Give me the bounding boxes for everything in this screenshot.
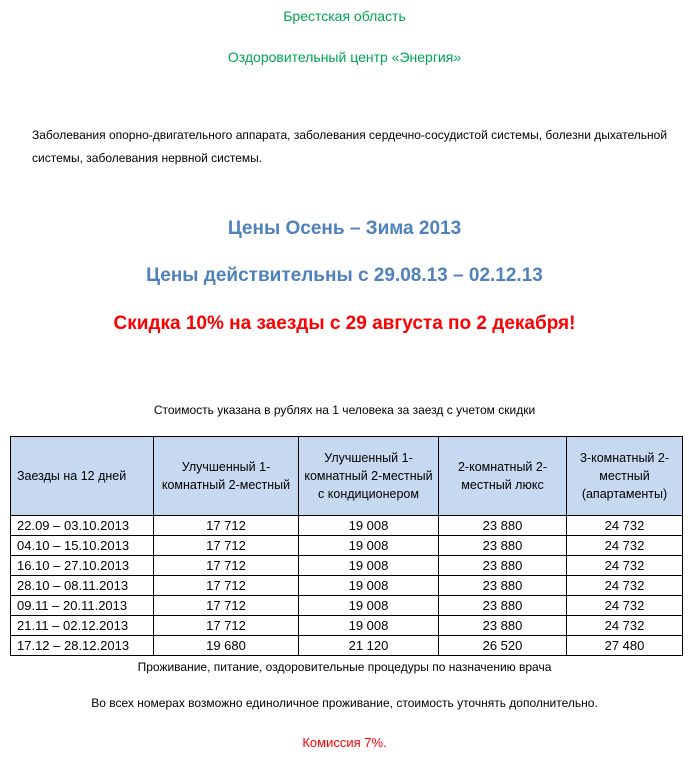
table-cell: 26 520 bbox=[439, 636, 567, 656]
price-table bbox=[10, 436, 683, 656]
table-cell: 21 120 bbox=[299, 636, 439, 656]
table-cell: 23 880 bbox=[439, 556, 567, 576]
table-cell: 24 732 bbox=[567, 556, 683, 576]
included-services-note: Проживание, питание, оздоровительные процедуры по назначению врача bbox=[137, 660, 552, 674]
table-row bbox=[11, 616, 683, 636]
table-cell: 24 732 bbox=[567, 596, 683, 616]
table-cell: 28.10 – 08.11.2013 bbox=[11, 576, 154, 596]
column-header: Улучшенный 1-комнатный 2-местный bbox=[154, 437, 299, 516]
table-cell: 24 732 bbox=[567, 516, 683, 536]
table-cell: 23 880 bbox=[439, 516, 567, 536]
table-cell: 04.10 – 15.10.2013 bbox=[11, 536, 154, 556]
table-cell: 19 008 bbox=[299, 596, 439, 616]
table-cell: 24 732 bbox=[567, 616, 683, 636]
table-cell: 17 712 bbox=[154, 556, 299, 576]
table-cell: 24 732 bbox=[567, 536, 683, 556]
table-cell: 23 880 bbox=[439, 536, 567, 556]
table-cell: 17.12 – 28.12.2013 bbox=[11, 636, 154, 656]
table-cell: 27 480 bbox=[567, 636, 683, 656]
single-occupancy-note: Во всех номерах возможно единоличное проживание, стоимость уточнять дополнительно. bbox=[91, 696, 598, 710]
column-header: Заезды на 12 дней bbox=[11, 437, 154, 516]
discount-banner: Скидка 10% на заезды с 29 августа по 2 декабря! bbox=[113, 313, 576, 334]
table-cell: 19 008 bbox=[299, 516, 439, 536]
table-cell: 23 880 bbox=[439, 576, 567, 596]
table-cell: 19 008 bbox=[299, 576, 439, 596]
table-row bbox=[11, 556, 683, 576]
table-row bbox=[11, 536, 683, 556]
table-header-row bbox=[11, 437, 683, 516]
table-cell: 17 712 bbox=[154, 576, 299, 596]
indications-text: Заболевания опорно-двигательного аппарата, заболевания сердечно-сосудистой системы, болезни дыхательной системы, заболевания нервной системы. bbox=[32, 128, 668, 165]
table-cell: 16.10 – 27.10.2013 bbox=[11, 556, 154, 576]
table-cell: 19 680 bbox=[154, 636, 299, 656]
column-header: Улучшенный 1-комнатный 2-местный с кондиционером bbox=[299, 437, 439, 516]
table-cell: 17 712 bbox=[154, 516, 299, 536]
column-header: 3-комнатный 2-местный (апартаменты) bbox=[567, 437, 683, 516]
table-cell: 19 008 bbox=[299, 616, 439, 636]
commission-note: Комиссия 7%. bbox=[302, 735, 387, 750]
table-cell: 19 008 bbox=[299, 556, 439, 576]
table-row bbox=[11, 636, 683, 656]
prices-title: Цены Осень – Зима 2013 bbox=[227, 218, 462, 239]
table-row bbox=[11, 596, 683, 616]
table-cell: 23 880 bbox=[439, 596, 567, 616]
table-cell: 21.11 – 02.12.2013 bbox=[11, 616, 154, 636]
table-row bbox=[11, 576, 683, 596]
table-cell: 24 732 bbox=[567, 576, 683, 596]
center-title: Оздоровительный центр «Энергия» bbox=[227, 49, 462, 65]
cost-note: Стоимость указана в рублях на 1 человека за заезд с учетом скидки bbox=[153, 403, 536, 417]
table-cell: 19 008 bbox=[299, 536, 439, 556]
table-row bbox=[11, 516, 683, 536]
column-header: 2-комнатный 2-местный люкс bbox=[439, 437, 567, 516]
table-cell: 17 712 bbox=[154, 616, 299, 636]
table-cell: 22.09 – 03.10.2013 bbox=[11, 516, 154, 536]
region-title: Брестская область bbox=[283, 8, 406, 24]
validity-title: Цены действительны с 29.08.13 – 02.12.13 bbox=[146, 265, 543, 286]
table-cell: 09.11 – 20.11.2013 bbox=[11, 596, 154, 616]
table-cell: 23 880 bbox=[439, 616, 567, 636]
table-cell: 17 712 bbox=[154, 596, 299, 616]
table-cell: 17 712 bbox=[154, 536, 299, 556]
